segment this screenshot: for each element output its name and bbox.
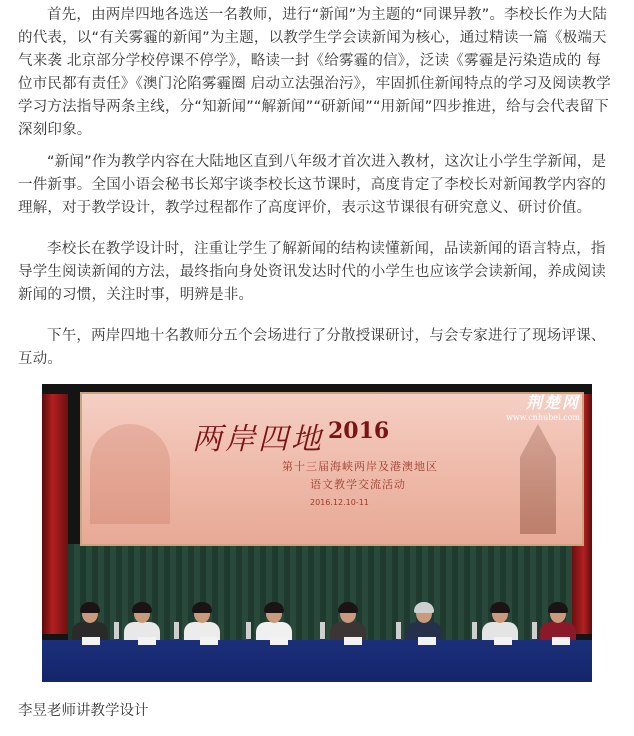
nameplate <box>418 637 436 645</box>
nameplate <box>200 637 218 645</box>
banner-subtitle: 第十三届海峡两岸及港澳地区 <box>282 460 438 473</box>
microphone <box>320 622 325 639</box>
microphone <box>114 622 119 639</box>
banner-date: 2016.12.10-11 <box>310 498 369 507</box>
photo-caption: 李昱老师讲教学设计 <box>18 703 149 719</box>
watermark-logo <box>506 390 580 422</box>
nameplate <box>138 637 156 645</box>
microphone <box>396 622 401 639</box>
conference-table <box>42 640 592 682</box>
nameplate <box>270 637 288 645</box>
article-paragraph: “新闻”作为教学内容在大陆地区直到八年级才首次进入教材，这次让小学生学新闻，是一件新事。全国小语会秘书长郑宇谈李校长这节课时，高度肯定了李校长对新闻教学内容的理解，对于教学设计，教学过程都作了高度评价，表示这节课很有研究意义、研讨价值。 <box>18 154 607 216</box>
watermark-name: 荆楚网 <box>525 393 580 412</box>
banner-ornament <box>90 424 170 524</box>
article-paragraph: 李校长在教学设计时，注重让学生了解新闻的结构读懂新闻，品读新闻的语言特点，指导学生阅读新闻的方法，最终指向身处资讯发达时代的小学生也应该学会读新闻，养成阅读新闻的习惯，关注时事，明辨是非。 <box>18 241 606 303</box>
nameplate <box>552 637 570 645</box>
banner-calligraphy: 两岸四地 <box>192 422 324 457</box>
watermark-url: www.cnhubei.com <box>506 413 580 422</box>
article-paragraph: 首先，由两岸四地各选送一名教师，进行“新闻”为主题的“同课异教”。李校长作为大陆的代表，以“有关雾霾的新闻”为主题，以教学生学会读新闻为核心，通过精读一篇《极端天气来袭 北京部分学校停课不停学》，略读一封《给雾霾的信》，泛读《雾霾是污染造成的 每位市民都有责任》《澳门沦陷雾霾圈 启动立法强治污》，牢固抓住新闻特点的学习及阅读教学学习方法指导两条主线，分“知新闻”“解新闻”“研新闻”“用新闻”四步推进，给与会代表留下深刻印象。 <box>18 7 612 138</box>
article-paragraph: 下午，两岸四地十名教师分五个会场进行了分散授课研讨，与会专家进行了现场评课、互动。 <box>18 328 606 367</box>
nameplate <box>82 637 100 645</box>
banner-year: 2016 <box>328 418 390 444</box>
banner-subtitle: 语文教学交流活动 <box>310 478 406 491</box>
microphone <box>174 622 179 639</box>
banner-tower-graphic <box>508 424 568 534</box>
nameplate <box>344 637 362 645</box>
microphone <box>532 622 537 639</box>
microphone <box>472 622 477 639</box>
nameplate <box>494 637 512 645</box>
stage-curtain-left <box>42 394 68 634</box>
microphone <box>246 622 251 639</box>
event-photo <box>42 384 592 682</box>
